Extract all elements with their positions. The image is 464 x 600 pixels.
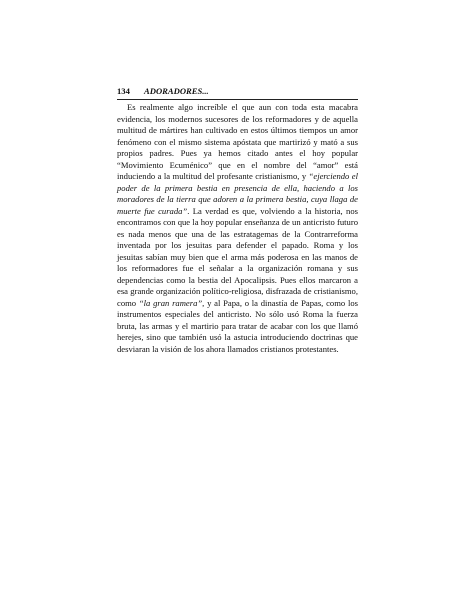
page-header <box>117 85 358 100</box>
page-number: 134 <box>117 86 130 96</box>
quote-gran-ramera: “la gran ramera” <box>138 297 203 308</box>
running-title: ADORADORES... <box>144 86 209 96</box>
paragraph-text: Es realmente algo increíble el que aun con toda esta macabra evidencia, los modernos sucesores de los reformadores y de aquella multitud de mártires han cultivado en estos últimos tiempos un amor fenómeno con el mismo sistema apóstata que martirizó y mató a sus propios padres. Pues ya hemos citado antes el hoy popular “Movimiento Ecuménico” que en el nombre del “amor” está induciendo a la multitud del profesante cristianismo, y <box>117 102 358 181</box>
paragraph-text: , y al Papa, o la dinastía de Papas, como los instrumentos especiales del anticristo. No sólo usó Roma la fuerza bruta, las armas y el martirio para tratar de acabar con los que llamó herejes, sino que también usó la astucia introduciendo doctrinas que desviaran la visión de los ahora llamados cristianos protestantes. <box>117 297 358 354</box>
paragraph-text: . La verdad es que, volviendo a la historia, nos encontramos con que la hoy popular enseñanza de un anticristo futuro es nada menos que una de las estratagemas de la Contrarreforma inventada por los jesuitas para defender el papado. Roma y los jesuitas sabían muy bien que el arma más poderosa en las manos de los reformadores fue el señalar a la organización romana y sus dependencias como la bestia del Apocalipsis. Pues ellos marcaron a esa grande organización político-religiosa, disfrazada de cristianismo, como <box>117 205 358 308</box>
quote-revelation: “ejerciendo el poder de la primera bestia en presencia de ella, haciendo a los moradores de la tierra que adoren a la primera bestia, cuya llaga de muerte fue curada” <box>117 171 358 216</box>
body-paragraph <box>117 102 358 355</box>
